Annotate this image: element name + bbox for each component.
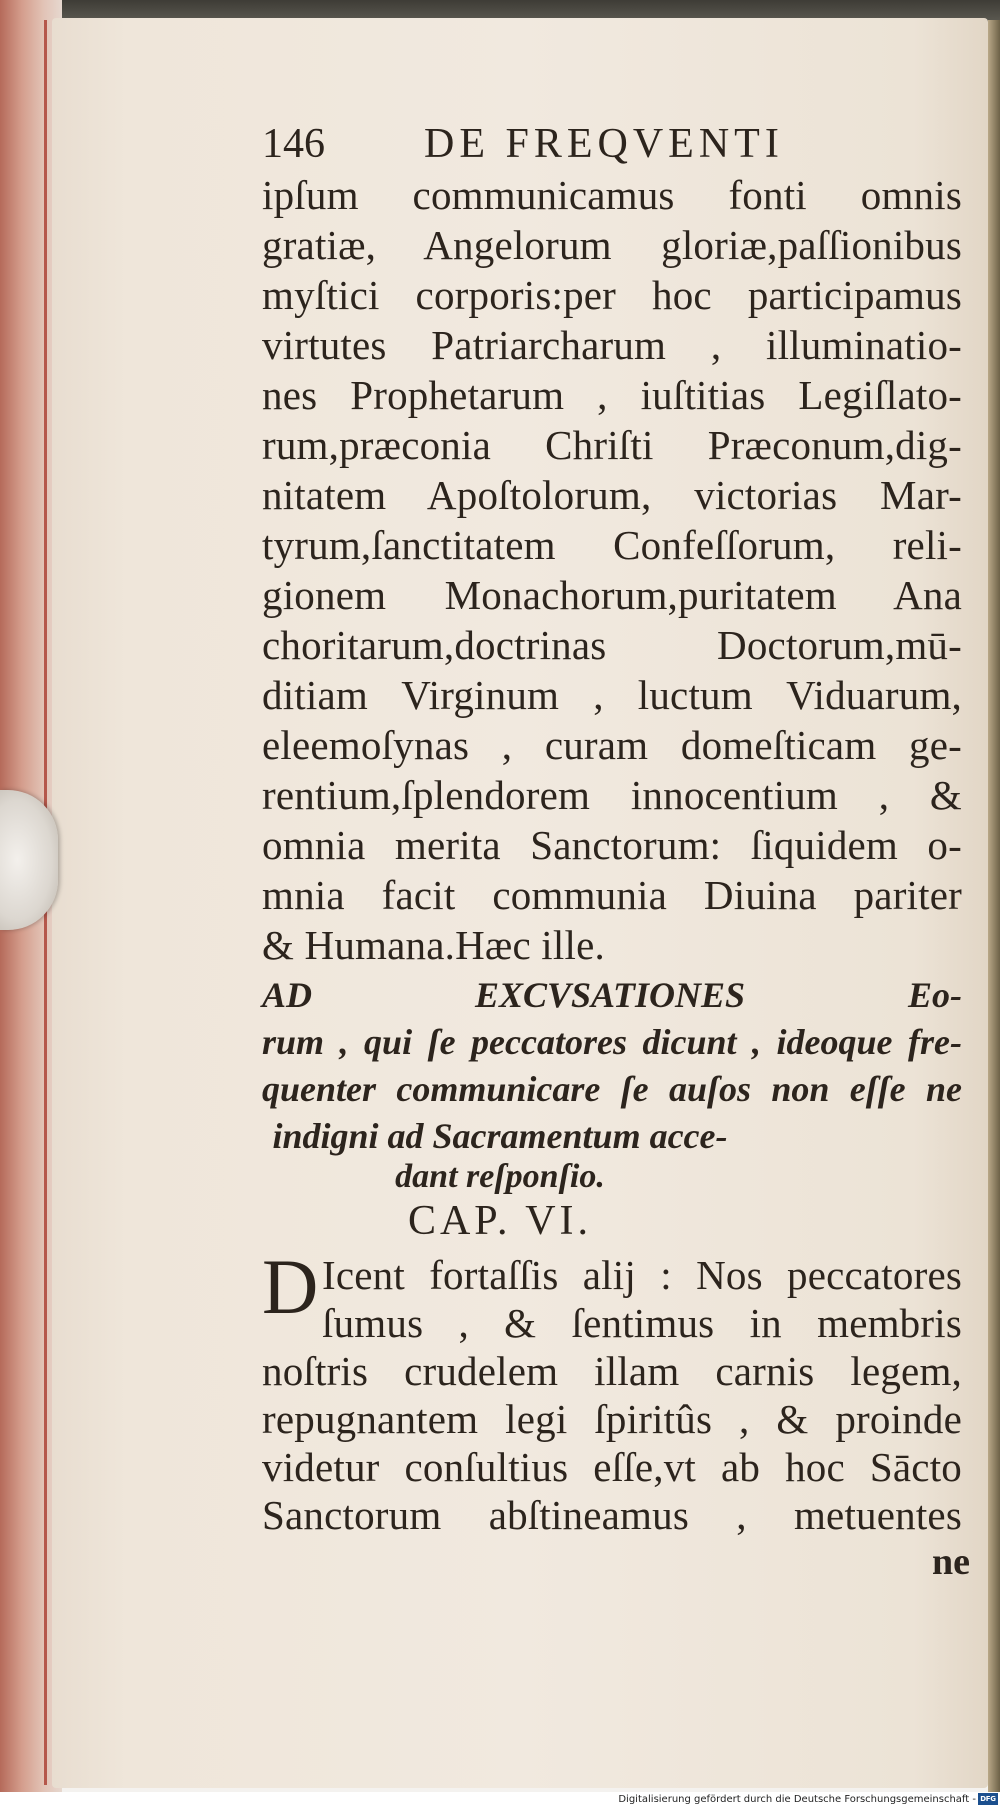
body-line: virtutes Patriarcharum , illuminatio- (262, 322, 962, 368)
chapter-heading-line: rum , qui ſe peccatores dicunt , ideoque fre- (262, 1022, 962, 1062)
body-line: nitatem Apoſtolorum, victorias Mar- (262, 472, 962, 518)
chapter-heading-line: dant reſponſio. (395, 1158, 605, 1195)
dfg-logo: DFG (978, 1793, 998, 1805)
body-line: rum,præconia Chriſti Præconum,dig- (262, 422, 962, 468)
digitization-credit: Digitalisierung gefördert durch die Deutsche Forschungsgemeinschaft - (618, 1794, 976, 1805)
chapter-heading-line: AD EXCVSATIONES Eo- (262, 975, 962, 1015)
catchword: ne (932, 1541, 970, 1583)
body-line: ditiam Virginum , luctum Viduarum, (262, 672, 962, 718)
drop-initial: D (262, 1243, 319, 1330)
page-header (262, 116, 862, 172)
chapter-line: noſtris crudelem illam carnis legem, (262, 1348, 962, 1394)
body-line: mnia facit communia Diuina pariter (262, 872, 962, 918)
book-gutter (988, 20, 1000, 1795)
folio-number: 146 (262, 121, 325, 167)
body-line: gratiæ, Angelorum gloriæ,paſſionibus (262, 222, 962, 268)
body-line: nes Prophetarum , iuſtitias Legiſlato- (262, 372, 962, 418)
body-line: & Humana.Hæc ille. (262, 922, 605, 968)
body-line: choritarum,doctrinas Doctorum,mū- (262, 622, 962, 668)
body-line: eleemoſynas , curam domeſticam ge- (262, 722, 962, 768)
chapter-heading-line: indigni ad Sacramentum acce- (272, 1116, 728, 1156)
body-line: ipſum communicamus fonti omnis (262, 172, 962, 218)
chapter-line: repugnantem legi ſpiritûs , & proinde (262, 1396, 962, 1442)
running-title: DE FREQVENTI (424, 121, 784, 167)
body-line: myſtici corporis:per hoc participamus (262, 272, 962, 318)
body-line: tyrum,ſanctitatem Confeſſorum, reli- (262, 522, 962, 568)
body-line: gionem Monachorum,puritatem Ana (262, 572, 962, 618)
body-line: omnia merita Sanctorum: ſiquidem o- (262, 822, 962, 868)
body-line: rentium,ſplendorem innocentium , & (262, 772, 962, 818)
chapter-line: videtur conſultius eſſe,vt ab hoc Sācto (262, 1444, 962, 1490)
chapter-line: ſumus , & ſentimus in membris (322, 1300, 962, 1346)
chapter-line: Icent fortaſſis alij : Nos peccatores (322, 1252, 962, 1298)
chapter-line: Sanctorum abſtineamus , metuentes (262, 1492, 962, 1538)
chapter-heading-line: quenter communicare ſe auſos non eſſe ne (262, 1069, 962, 1109)
chapter-number: CAP. VI. (407, 1198, 593, 1244)
